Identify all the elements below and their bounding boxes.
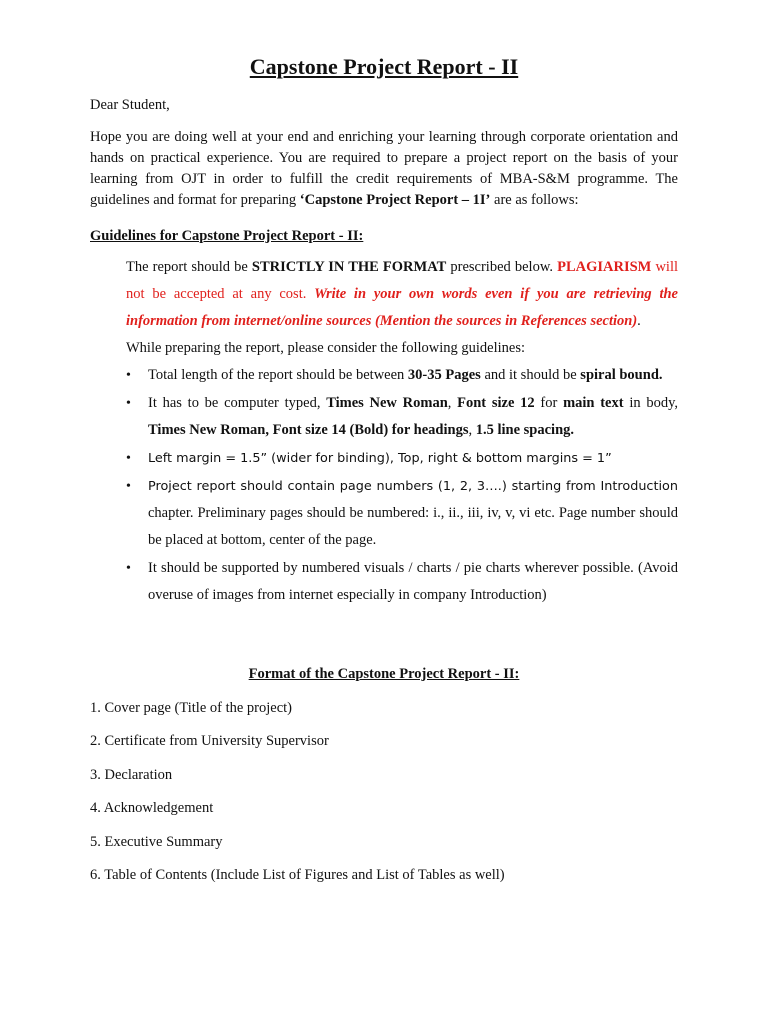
item-text: It has to be computer typed, bbox=[148, 395, 327, 411]
guidelines-paragraph bbox=[126, 254, 678, 362]
list-item bbox=[126, 362, 678, 389]
item-emphasis: 1.5 line spacing. bbox=[475, 422, 575, 438]
intro-paragraph bbox=[90, 127, 678, 211]
bullet-icon: • bbox=[126, 368, 131, 383]
item-text: Project report should contain page numbers (1, 2, 3….) starting from Introduction bbox=[148, 479, 678, 494]
guideline-intro: While preparing the report, please consider the following guidelines: bbox=[126, 340, 526, 356]
list-item bbox=[126, 555, 678, 609]
format-item: 3. Declaration bbox=[90, 767, 173, 783]
bullet-icon: • bbox=[126, 561, 131, 576]
item-emphasis: Times New Roman bbox=[326, 395, 448, 411]
intro-text-end: are as follows: bbox=[490, 192, 579, 208]
list-item bbox=[126, 473, 678, 554]
item-text: , bbox=[468, 422, 476, 438]
item-text: in body, bbox=[623, 395, 679, 411]
own-words-instruction: Write in your own words even if you are retrieving the information from internet/online sources (Mention the sources in References section) bbox=[126, 286, 678, 329]
guideline-text: The report should be bbox=[126, 259, 252, 275]
item-text: and it should be bbox=[480, 367, 581, 383]
list-item bbox=[126, 445, 678, 472]
plagiarism-text: will not be accepted at any cost. bbox=[126, 259, 679, 302]
strict-format-text: STRICTLY IN THE FORMAT bbox=[251, 259, 447, 275]
item-emphasis: main text bbox=[563, 395, 624, 411]
intro-report-name: ‘Capstone Project Report – 1I’ bbox=[299, 192, 491, 208]
format-heading: Format of the Capstone Project Report - II: bbox=[248, 666, 520, 682]
plagiarism-warning: PLAGIARISM bbox=[557, 259, 652, 275]
item-text: , bbox=[447, 395, 458, 411]
bullet-icon: • bbox=[126, 396, 131, 411]
item-text: for bbox=[534, 395, 564, 411]
guidelines-heading: Guidelines for Capstone Project Report - II: bbox=[90, 228, 364, 244]
bullet-icon: • bbox=[126, 451, 131, 466]
format-item: 5. Executive Summary bbox=[90, 834, 223, 850]
format-item: 4. Acknowledgement bbox=[90, 800, 214, 816]
guideline-text: prescribed below. bbox=[446, 259, 558, 275]
format-item: 6. Table of Contents (Include List of Figures and List of Tables as well) bbox=[90, 867, 505, 883]
page-title: Capstone Project Report - II bbox=[249, 54, 519, 79]
item-text: Left margin = 1.5” (wider for binding), Top, right & bottom margins = 1” bbox=[148, 451, 612, 466]
guidelines-list bbox=[126, 362, 678, 609]
bullet-icon: • bbox=[126, 479, 131, 494]
list-item bbox=[126, 390, 678, 444]
format-item: 2. Certificate from University Supervisor bbox=[90, 733, 329, 749]
item-text: chapter. Preliminary pages should be numbered: i., ii., iii, iv, v, vi etc. Page number should be placed at bottom, center of the page. bbox=[148, 505, 678, 548]
item-emphasis: 30-35 Pages bbox=[407, 367, 481, 383]
guideline-text: . bbox=[637, 313, 641, 329]
salutation: Dear Student, bbox=[90, 97, 170, 113]
format-item: 1. Cover page (Title of the project) bbox=[90, 700, 293, 716]
item-emphasis: Font size 12 bbox=[457, 395, 535, 411]
item-emphasis: Times New Roman, Font size 14 (Bold) for headings bbox=[148, 422, 469, 438]
item-text: It should be supported by numbered visuals / charts / pie charts wherever possible. (Avoid overuse of images from internet especially in company Introduction) bbox=[148, 560, 678, 603]
intro-text: Hope you are doing well at your end and enriching your learning through corporate orientation and hands on practical experience. You are required to prepare a project report on the basis of your learning from OJT in order to fulfill the credit requirements of MBA-S&M programme. The guidelines and format for preparing bbox=[90, 129, 678, 208]
item-text: Total length of the report should be between bbox=[148, 367, 408, 383]
item-emphasis: spiral bound. bbox=[580, 367, 663, 383]
